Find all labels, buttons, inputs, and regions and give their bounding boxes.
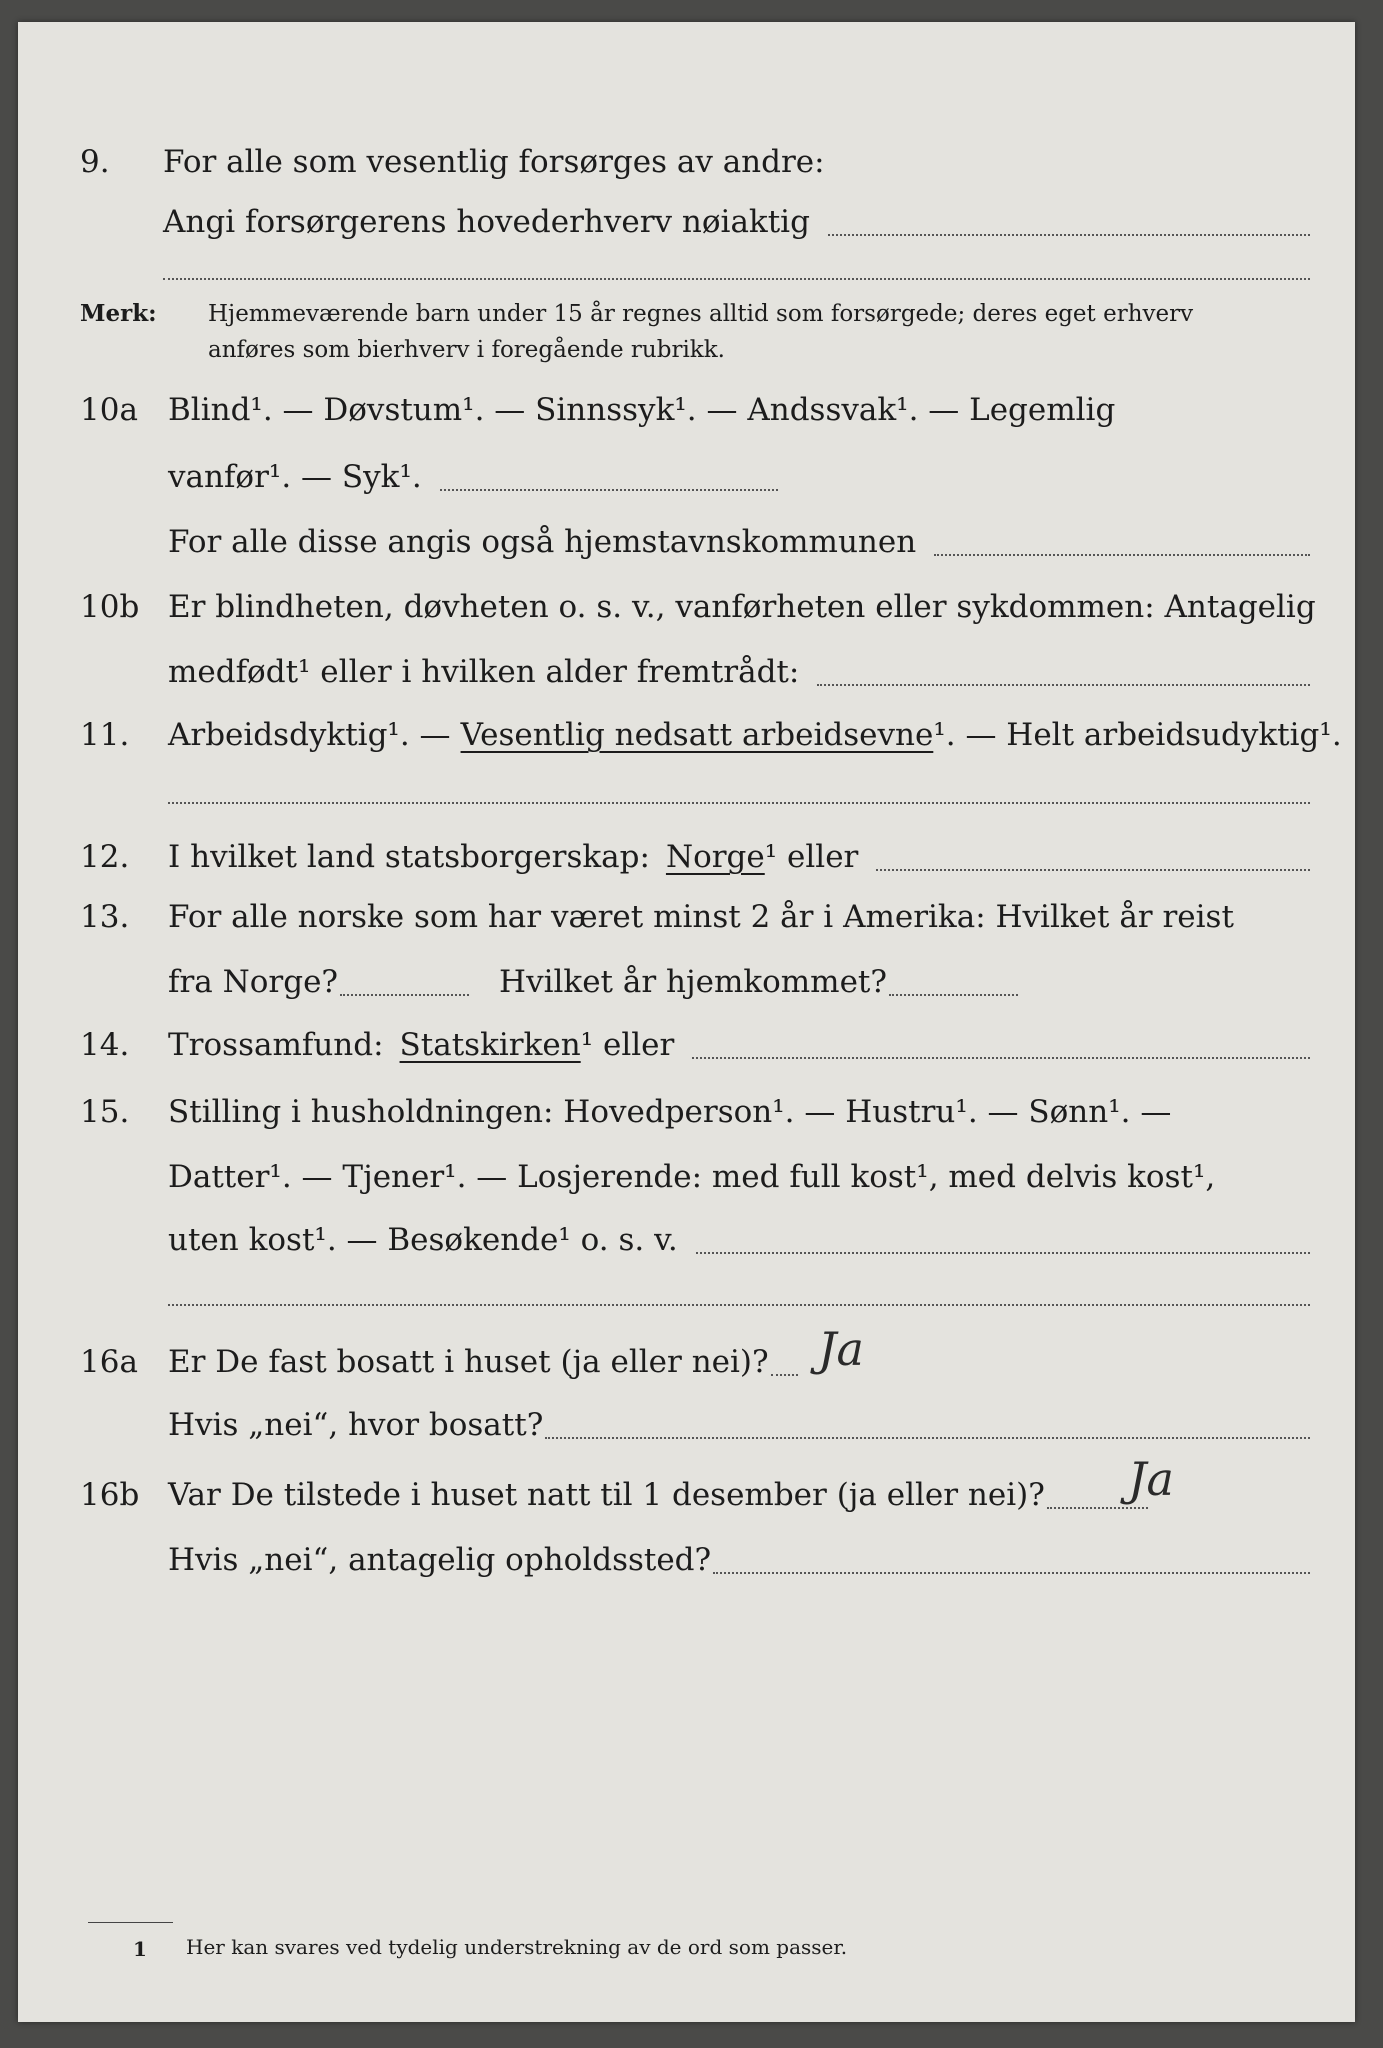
q10a-text-3: For alle disse angis også hjemstavnskommunen [168, 524, 917, 560]
q16a-handwritten-answer: Ja [818, 1322, 864, 1376]
q15-line3 [18, 1210, 1355, 1270]
q9-number: 9. [80, 144, 110, 180]
q11-number: 11. [80, 717, 130, 753]
q16b-line2 [18, 1530, 1355, 1590]
q16b-opholdssted-field[interactable] [713, 1571, 1310, 1574]
q14-option-eller: ¹ eller [580, 1027, 675, 1063]
q14-option-statskirken-underlined[interactable]: Statskirken [399, 1027, 581, 1063]
q12-answer-field[interactable] [876, 868, 1310, 871]
q16a-line2 [18, 1395, 1355, 1455]
q15-extra-answer-line[interactable] [168, 1304, 1310, 1306]
q13-line1 [18, 887, 1355, 947]
q13-reist-field[interactable] [340, 993, 469, 996]
q9-text-2: Angi forsørgerens hovederhverv nøiaktig [163, 204, 810, 240]
footnote-text: Her kan svares ved tydelig understrekning av de ord som passer. [186, 1935, 848, 1959]
q9-line1 [18, 132, 1355, 192]
q15-number: 15. [80, 1094, 130, 1130]
q13-reist-label: fra Norge? [168, 964, 339, 1000]
q10b-text: Er blindheten, døvheten o. s. v., vanførheten eller sykdommen: Antagelig [168, 589, 1316, 625]
q15-line1 [18, 1082, 1355, 1142]
q16a-line1 [18, 1332, 1355, 1392]
merk-line2: anføres som bierhverv i foregående rubrikk. [208, 337, 725, 363]
q11-option-nedsatt-underlined[interactable]: Vesentlig nedsatt arbeidsevne [460, 717, 934, 753]
q14-text: Trossamfund: [168, 1027, 384, 1063]
q10a-number: 10a [80, 392, 138, 428]
merk-label: Merk: [80, 300, 157, 327]
q12-number: 12. [80, 839, 130, 875]
q10b-line1 [18, 577, 1355, 637]
q10a-text: Blind¹. — Døvstum¹. — Sinnssyk¹. — Andssvak¹. — Legemlig [168, 392, 1116, 428]
q13-text: For alle norske som har været minst 2 år i Amerika: Hvilket år reist [168, 899, 1234, 935]
footnote-mark: 1 [133, 1937, 147, 1961]
q15-text: Stilling i husholdningen: Hovedperson¹. — Hustru¹. — Sønn¹. — [168, 1094, 1172, 1130]
q9-answer-field[interactable] [828, 233, 1310, 236]
q13-hjemkommet-field[interactable] [889, 993, 1018, 996]
q14-number: 14. [80, 1027, 130, 1063]
q9-extra-answer-line[interactable] [163, 278, 1310, 280]
footnote-rule [88, 1922, 173, 1923]
q16a-text-2: Hvis „nei“, hvor bosatt? [168, 1407, 544, 1443]
merk-line1: Hjemmeværende barn under 15 år regnes alltid som forsørgede; deres eget erhverv [208, 301, 1194, 327]
q10a-hjemstavn-field[interactable] [934, 553, 1310, 556]
q11-option-udyktig[interactable]: ¹. — Helt arbeidsudyktig¹. [933, 717, 1342, 753]
q12-option-norge-underlined[interactable]: Norge [665, 839, 765, 875]
q10a-text-2: vanfør¹. — Syk¹. [168, 459, 422, 495]
q10a-line1 [18, 380, 1355, 440]
q14-answer-field[interactable] [692, 1056, 1310, 1059]
q14-line [18, 1015, 1355, 1075]
q13-hjemkommet-label: Hvilket år hjemkommet? [499, 964, 888, 1000]
q11-extra-answer-line[interactable] [168, 802, 1310, 804]
q10b-text-2: medfødt¹ eller i hvilken alder fremtrådt: [168, 654, 800, 690]
q11-line [18, 705, 1355, 765]
q16a-text: Er De fast bosatt i huset (ja eller nei)? [168, 1344, 769, 1380]
q10b-number: 10b [80, 589, 140, 625]
q15-line2 [18, 1147, 1355, 1207]
census-form-page [18, 22, 1355, 2022]
q12-option-eller: ¹ eller [764, 839, 859, 875]
q16b-text-2: Hvis „nei“, antagelig opholdssted? [168, 1542, 712, 1578]
q15-text-3: uten kost¹. — Besøkende¹ o. s. v. [168, 1222, 678, 1258]
q16b-text: Var De tilstede i huset natt til 1 desember (ja eller nei)? [168, 1477, 1045, 1513]
q10a-line2 [18, 447, 1355, 507]
q15-answer-field[interactable] [696, 1251, 1310, 1254]
q16a-answer-field[interactable] [771, 1373, 798, 1376]
q10a-line3 [18, 512, 1355, 572]
q15-text-2: Datter¹. — Tjener¹. — Losjerende: med full kost¹, med delvis kost¹, [168, 1159, 1216, 1195]
q13-number: 13. [80, 899, 130, 935]
q16a-bosatt-field[interactable] [545, 1436, 1310, 1439]
q16b-number: 16b [80, 1477, 140, 1513]
q10a-answer-field[interactable] [440, 488, 778, 491]
q9-line2 [18, 192, 1355, 252]
q10b-line2 [18, 642, 1355, 702]
q11-option-arbeidsdyktig[interactable]: Arbeidsdyktig¹. — [168, 717, 451, 753]
q16b-handwritten-answer: Ja [1128, 1452, 1174, 1506]
q16b-answer-field[interactable] [1047, 1506, 1148, 1509]
q16a-number: 16a [80, 1344, 138, 1380]
q12-line [18, 827, 1355, 887]
q12-text: I hvilket land statsborgerskap: [168, 839, 650, 875]
q9-text: For alle som vesentlig forsørges av andre: [163, 144, 825, 180]
q13-line2 [18, 952, 1355, 1012]
q10b-answer-field[interactable] [817, 683, 1310, 686]
